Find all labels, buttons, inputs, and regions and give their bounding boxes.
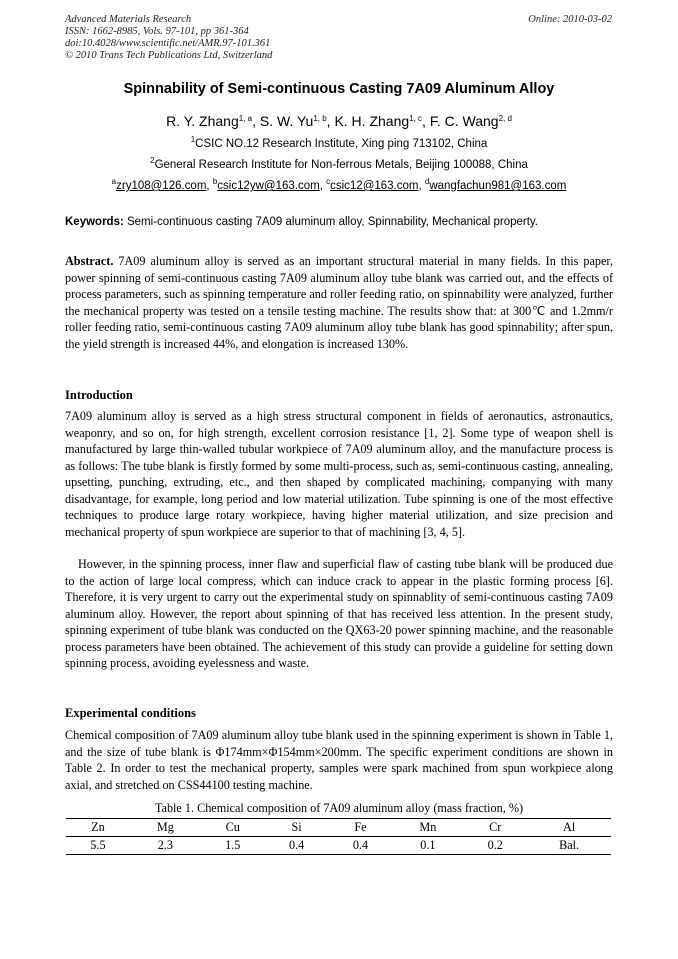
introduction-paragraph-2: However, in the spinning process, inner flaw and superficial flaw of casting tube blank will be produced due to the action of large local compress, which can induce crack to appear in the plastic forming process [6]. Therefore, it is very urgent to carry out the experimental study on spinnablity of semi-continuous casting 7A09 aluminum alloy. However, the report about spinning of that has received less attention. In the present study, spinning experiment of tube blank was conducted on the QX63-20 power spinning machine, and the reasonable process parameters have been obtained. The achievement of this study can provide a guideline for setting down spinning process, avoiding eyelessness and waste. <box>65 557 613 670</box>
table-cell: 5.5 <box>90 838 106 852</box>
author: F. C. Wang$^{2, d}$ <box>429 113 512 129</box>
email-list: $^a$zry108@126.com, $^b$csic12yw@163.com, $^c$csic12@163.com, $^d$wangfachun981@163.com <box>111 177 567 192</box>
online-date: Online: 2010-03-02 <box>528 14 612 25</box>
keywords-label: Keywords: <box>65 216 124 228</box>
table-header-row <box>66 819 611 837</box>
table-caption: Table 1. Chemical composition of 7A09 aluminum alloy (mass fraction, %) <box>154 801 524 815</box>
table-cell: 0.2 <box>487 838 503 852</box>
affiliation-1: $^1$CSIC NO.12 Research Institute, Xing ping 713102, China <box>190 135 488 150</box>
column-header: Cr <box>489 820 502 834</box>
author-list <box>0 113 678 129</box>
composition-table <box>66 818 611 855</box>
issn-line: ISSN: 1662-8985, Vols. 97-101, pp 361-364 <box>65 26 249 37</box>
keywords-text: Semi-continuous casting 7A09 aluminum alloy, Spinnability, Mechanical property. <box>123 216 539 228</box>
section-heading-experimental: Experimental conditions <box>65 706 196 720</box>
author: R. Y. Zhang$^{1, a}$, <box>166 113 260 129</box>
journal-name: Advanced Materials Research <box>65 14 192 25</box>
table-row <box>66 837 611 855</box>
journal-header <box>65 14 272 62</box>
keywords <box>65 216 615 228</box>
doi-line: doi:10.4028/www.scientific.net/AMR.97-101.361 <box>65 38 271 49</box>
table-cell: 0.4 <box>288 838 305 852</box>
author: S. W. Yu$^{1, b}$, <box>259 113 335 129</box>
column-header: Zn <box>91 820 105 834</box>
section-heading-introduction: Introduction <box>65 388 133 402</box>
author: K. H. Zhang$^{1, c}$, <box>334 113 430 129</box>
affiliation-2: $^2$General Research Institute for Non-ferrous Metals, Beijing 100088, China <box>150 156 528 171</box>
table-cell: 0.4 <box>352 838 369 852</box>
column-header: Al <box>563 820 576 834</box>
column-header: Cu <box>225 820 240 834</box>
experimental-paragraph-1: Chemical composition of 7A09 aluminum alloy tube blank used in the spinning experiment is shown in Table 1, and the size of tube blank is Φ174mm×Φ154mm×200mm. The specific experiment conditions are shown in Table 2. In order to test the mechanical property, samples were spark machined from spun workpiece along axial, and stretched on CSS44100 testing machine. <box>65 728 613 792</box>
email-link[interactable]: csic12yw@163.com <box>217 180 320 192</box>
table-cell: 1.5 <box>225 838 241 852</box>
column-header: Mn <box>419 820 437 834</box>
table-cell: 0.1 <box>420 838 436 852</box>
abstract-label: Abstract. <box>65 254 114 268</box>
paper-title: Spinnability of Semi-continuous Casting 7A09 Aluminum Alloy <box>123 81 555 97</box>
column-header: Si <box>291 820 302 834</box>
abstract-text: 7A09 aluminum alloy is served as an important structural material in many fields. In this paper, power spinning of semi-continuous casting 7A09 aluminum alloy tube blank was carried out, and the effects of process parameters, such as spinning temperature and roller feeding ratio, on spinnability were analyzed, further the mechanical property was tested on a tensile testing machine. The results show that: at 300℃ and 1.2mm/r roller feeding ratio, semi-continuous casting 7A09 aluminum alloy tube blank has good spinnability; after spun, the yield strength is increased 44%, and elongation is increased 130%. <box>65 254 613 351</box>
introduction-paragraph-1: 7A09 aluminum alloy is served as a high stress structural component in fields of aeronautics, astronautics, weaponry, and so on, for high strength, excellent corrosion resistance [1, 2]. Some type of weapon shell is manufactured by large thin-walled tubular workpiece of 7A09 aluminum alloy, and the manufacture process is as follows: The tube blank is firstly formed by some multi-process, such as, semi-continuous casting, annealing, upsetting, punching, extruding, etc., and then shaped by complicated machining, companying with many disadvantage, for example, long period and low material utilization. Tube spinning is one of the most effective techniques to produce large rotary workpiece, having higher material utilization, and size precision and mechanical property of spun workpiece are superior to that of machining [3, 4, 5]. <box>65 409 613 539</box>
email-link[interactable]: wangfachun981@163.com <box>429 180 567 192</box>
column-header: Fe <box>354 820 367 834</box>
table-cell: Bal. <box>559 838 580 852</box>
email-link[interactable]: csic12@163.com <box>330 180 419 192</box>
email-link[interactable]: zry108@126.com <box>116 180 207 192</box>
copyright-line: © 2010 Trans Tech Publications Ltd, Switzerland <box>65 50 273 61</box>
table-cell: 2.3 <box>157 838 173 852</box>
column-header: Mg <box>156 820 174 834</box>
abstract <box>65 253 613 352</box>
